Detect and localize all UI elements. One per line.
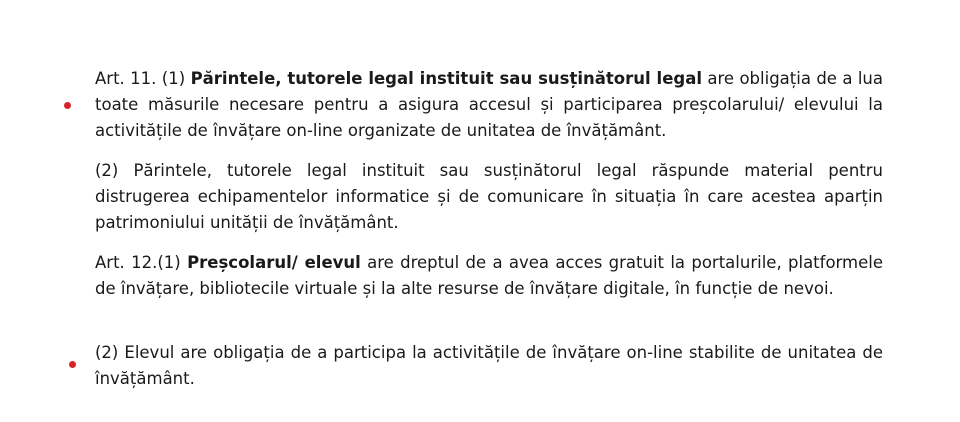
bullet-marker xyxy=(69,361,76,368)
bullet-marker xyxy=(64,102,71,109)
article-12-body: are dreptul de a avea acces gratuit la portalurile, platformele de învățare, bibliotecile virtuale și la alte resurse de învățare digitale, în funcție de nevoi. xyxy=(95,253,884,298)
article-11-paragraph-1 xyxy=(95,66,883,144)
article-12-bold-subject: Preșcolarul/ elevul xyxy=(187,253,361,272)
article-12-paragraph-2: (2) Elevul are obligația de a participa la activitățile de învățare on-line stabilite de unitatea de învățământ. xyxy=(95,343,883,388)
article-12-prefix: Art. 12.(1) xyxy=(95,253,188,272)
article-11-paragraph-2: (2) Părintele, tutorele legal instituit sau susținătorul legal răspunde material pentru distrugerea echipamentelor informatice și de comunicare în situația în care acestea aparțin patrimoniului unității de învățământ. xyxy=(95,161,883,232)
article-11-body: are obligația de a lua toate măsurile necesare pentru a asigura accesul și participarea preșcolarului/ elevului la activitățile de învățare on-line organizate de unitatea de învățământ. xyxy=(95,69,883,140)
article-12-paragraph-1 xyxy=(95,250,883,302)
article-11-prefix: Art. 11. (1) xyxy=(95,69,191,88)
article-11-bold-subject: Părintele, tutorele legal instituit sau susținătorul legal xyxy=(190,69,702,88)
